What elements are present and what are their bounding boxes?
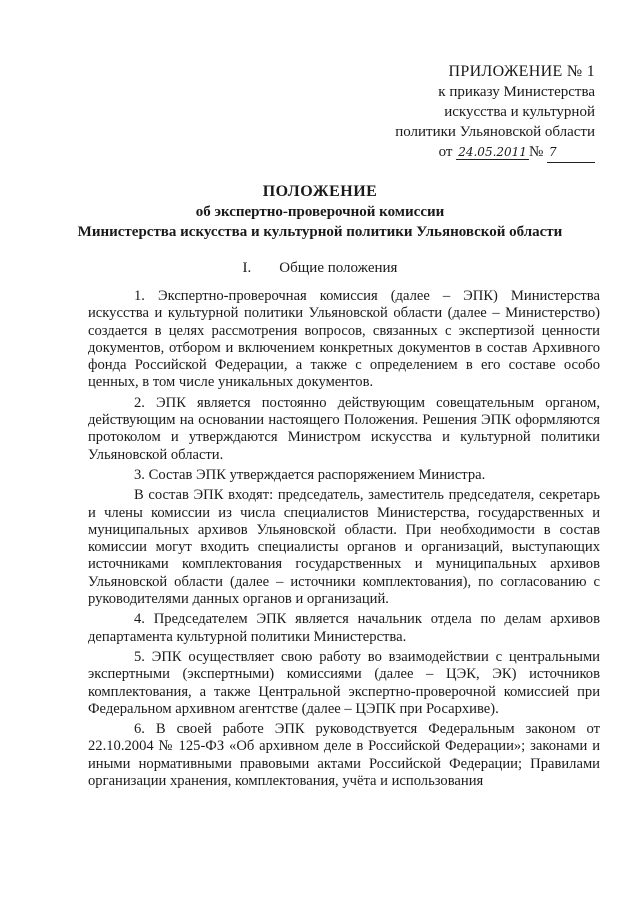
section-number: I. (242, 260, 252, 276)
document-title (60, 182, 580, 242)
paragraph: 1. Экспертно-проверочная комиссия (далее – ЭПК) Министерства искусства и культурной политики Ульяновской области (далее – Министерство) создается в целях рассмотрения вопросов, связанных с экспертизой ценности документов, отбором и включением конкретных документов в состав Архивного фонда Российской Федерации, а также с определением в его составе особо ценных, в том числе уникальных документов. (88, 288, 600, 391)
paragraph: 3. Состав ЭПК утверждается распоряжением Министра. (134, 466, 486, 483)
handwritten-date: 24.05.2011 (458, 145, 527, 159)
title-subtitle: об экспертно-проверочной комиссии (195, 204, 445, 220)
appendix-date-line (439, 142, 595, 163)
document-body (88, 288, 600, 790)
appendix-header (380, 62, 595, 163)
appendix-heading: ПРИЛОЖЕНИЕ № 1 (448, 63, 595, 80)
number-prefix: № (528, 144, 544, 160)
title-main: ПОЛОЖЕНИЕ (262, 183, 378, 200)
paragraph: 6. В своей работе ЭПК руководствуется Федеральным законом от 22.10.2004 № 125-ФЗ «Об архивном деле в Российской Федерации»; законами и иными нормативными правовыми актами Российской Федерации; Правилами организации хранения, комплектования, учёта и использования (88, 721, 600, 790)
appendix-line: искусства и культурной (444, 104, 595, 120)
appendix-line: к приказу Министерства (438, 84, 595, 100)
paragraph: 2. ЭПК является постоянно действующим совещательным органом, действующим на основании настоящего Положения. Решения ЭПК оформляются протоколом и утверждаются Министром искусства и культурной политики Ульяновской области. (88, 394, 600, 463)
section-heading (0, 258, 640, 278)
title-subtitle: Министерства искусства и культурной политики Ульяновской области (77, 224, 563, 240)
paragraph: 5. ЭПК осуществляет свою работу во взаимодействии с центральными экспертными (экспертными) комиссиями (далее – ЦЭК, ЭК) источников комплектования, а также Центральной экспертно-проверочной комиссией при Федеральном архивном агентстве (далее – ЦЭПК при Росархиве). (88, 648, 600, 717)
date-prefix: от (438, 144, 453, 160)
paragraph: 4. Председателем ЭПК является начальник отдела по делам архивов департамента культурной политики Министерства. (88, 611, 600, 645)
handwritten-number: 7 (547, 142, 595, 163)
section-title: Общие положения (279, 260, 398, 276)
paragraph: В состав ЭПК входят: председатель, заместитель председателя, секретарь и члены комиссии из числа специалистов Министерства, государственных и муниципальных архивов Ульяновской области. При необходимости в состав комиссии могут входить специалисты органов и организаций, выступающих источниками комплектования государственных и муниципальных архивов Ульяновской области (далее – источники комплектования), по согласованию с руководителями данных органов и организаций. (88, 487, 600, 608)
appendix-line: политики Ульяновской области (395, 124, 595, 140)
